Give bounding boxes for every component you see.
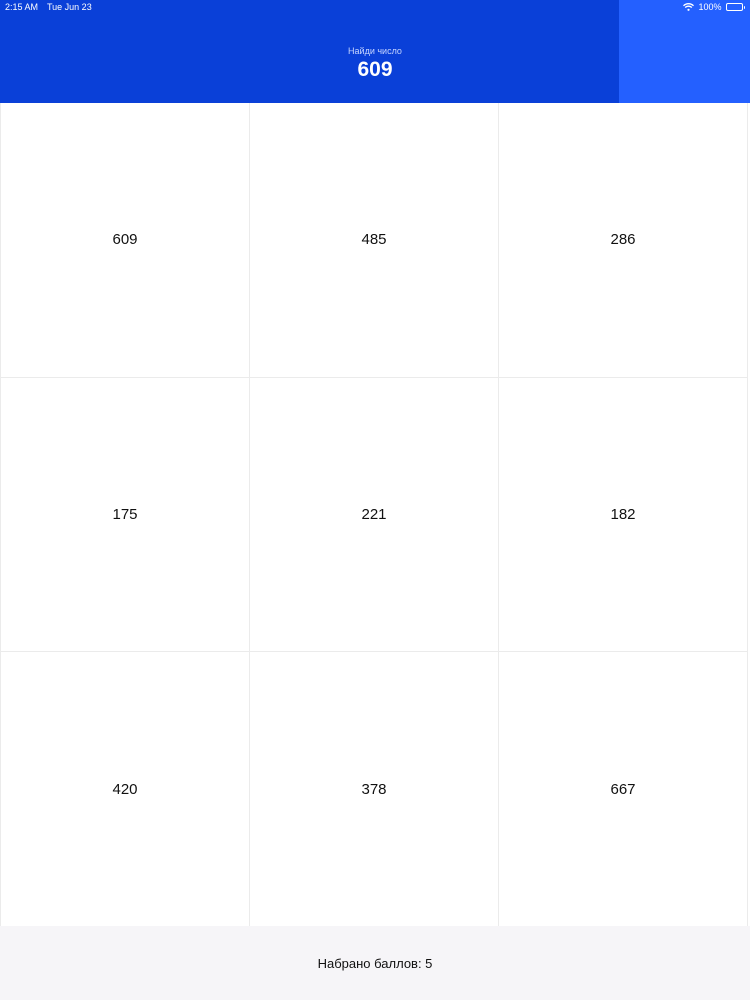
number-cell-2[interactable]: 485 (250, 103, 498, 377)
number-cell-8[interactable]: 378 (250, 652, 498, 926)
status-date: Tue Jun 23 (47, 2, 92, 12)
number-cell-7[interactable]: 420 (1, 652, 249, 926)
battery-percent: 100% (698, 2, 722, 12)
score-footer (0, 926, 750, 1000)
number-cell-4[interactable]: 175 (1, 378, 249, 652)
target-number: 609 (357, 58, 393, 81)
wifi-icon (683, 3, 694, 11)
status-indicators (683, 2, 745, 12)
status-time: 2:15 AM (5, 2, 39, 12)
number-cell-3[interactable]: 286 (499, 103, 747, 377)
score-text: Набрано баллов: 5 (317, 955, 433, 971)
number-cell-9[interactable]: 667 (499, 652, 747, 926)
number-grid (0, 103, 748, 926)
number-cell-5[interactable]: 221 (250, 378, 498, 652)
status-bar (0, 0, 750, 16)
battery-icon (726, 3, 746, 11)
header-bar (0, 0, 750, 103)
number-cell-1[interactable]: 609 (1, 103, 249, 377)
prompt-label: Найди число (348, 46, 402, 56)
number-cell-6[interactable]: 182 (499, 378, 747, 652)
